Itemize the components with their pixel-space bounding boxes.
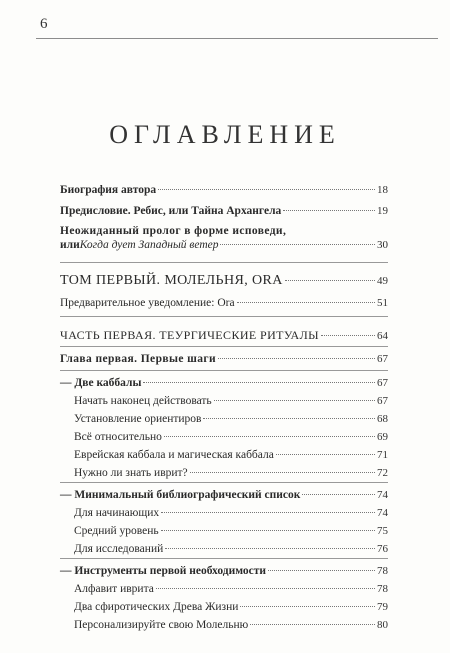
toc-entry-label: — Две каббалы [60,377,142,389]
toc-entry-label: Всё относительно [74,431,162,443]
toc-page-number: 80 [377,619,388,631]
leader-dots [190,472,375,473]
toc-page-number: 69 [377,431,388,443]
toc-entry-label: Средний уровень [74,525,159,537]
leader-dots [164,436,375,437]
section-divider [60,262,388,263]
toc-entry-beginners[interactable] [74,506,388,520]
page-title: ОГЛАВЛЕНИЕ [109,120,341,149]
toc-entry-label: Неожиданный пролог в форме исповеди, [60,225,287,237]
toc-page-number: 49 [377,275,388,287]
toc-entry-label: Еврейская каббала и магическая каббала [74,449,274,461]
toc-page-number: 78 [377,565,388,577]
leader-dots [237,302,375,303]
toc-entry-label: Предисловие. Ребис, или Тайна Архангела [60,205,282,217]
leader-dots [302,494,375,495]
toc-entry-label: — Инструменты первой необходимости [60,565,267,577]
toc-entry-intermediate[interactable] [74,524,388,538]
leader-dots [218,358,375,359]
toc-entry-label: Для исследований [74,543,164,555]
toc-page-number: 71 [377,449,388,461]
toc-entry-chapter-one[interactable] [60,352,388,366]
toc-entry-part-one[interactable] [60,328,388,343]
toc-page-number: 67 [377,395,388,407]
leader-dots [161,530,375,531]
toc-entry-label: Начать наконец действовать [74,395,212,407]
toc-entry-hebrew[interactable] [74,466,388,480]
leader-dots [165,548,375,549]
leader-dots [214,400,375,401]
leader-dots [220,244,375,245]
leader-dots [143,382,375,383]
toc-entry-bibliography[interactable] [60,488,388,502]
toc-entry-label: Предварительное уведомление: Ora [60,297,235,309]
section-divider [60,482,388,483]
toc-entry-biography[interactable] [60,183,388,197]
toc-entry-label-italic: Когда дует Западный ветер [79,239,219,251]
toc-entry-volume-one[interactable] [60,272,388,290]
header-rule [36,38,438,39]
toc-entry-label: Глава первая. Первые шаги [60,353,217,365]
toc-page-number: 79 [377,601,388,613]
toc-entry-two-kabbalahs[interactable] [60,376,388,390]
toc-entry-label: Нужно ли знать иврит? [74,467,188,479]
section-divider [60,316,388,317]
toc-entry-label-prefix: или [60,239,80,251]
leader-dots [283,210,375,211]
toc-page-number: 64 [377,330,388,342]
toc-page-number: 75 [377,525,388,537]
toc-entry-trees[interactable] [74,600,388,614]
toc-entry-label: ЧАСТЬ ПЕРВАЯ. ТЕУРГИЧЕСКИЕ РИТУАЛЫ [60,328,319,342]
toc-page-number: 74 [377,489,388,501]
leader-dots [268,570,375,571]
toc-page-number: 30 [377,239,388,251]
toc-entry-prologue[interactable] [60,224,388,252]
leader-dots [276,454,375,455]
leader-dots [240,606,375,607]
leader-dots [321,335,375,336]
leader-dots [285,280,375,281]
toc-entry-relative[interactable] [74,430,388,444]
toc-entry-label: Персонализируйте свою Молельню [74,619,249,631]
toc-page-number: 76 [377,543,388,555]
toc-page-number: 78 [377,583,388,595]
toc-entry-label: Два сфиротических Древа Жизни [74,601,239,613]
toc-entry-landmarks[interactable] [74,412,388,426]
toc-page-number: 51 [377,297,388,309]
leader-dots [161,512,375,513]
toc-entry-label: Биография автора [60,184,157,196]
section-divider [60,558,388,559]
page-number: 6 [40,16,48,32]
section-divider [60,346,388,347]
toc-entry-alphabet[interactable] [74,582,388,596]
toc-entry-research[interactable] [74,542,388,556]
toc-page-number: 18 [377,184,388,196]
toc-entry-tools[interactable] [60,564,388,578]
section-divider [60,370,388,371]
toc-page-number: 19 [377,205,388,217]
leader-dots [203,418,375,419]
toc-page-number: 67 [377,353,388,365]
toc-entry-start-acting[interactable] [74,394,388,408]
toc-page-number: 74 [377,507,388,519]
toc-page-number: 68 [377,413,388,425]
leader-dots [156,588,375,589]
toc-entry-label: Установление ориентиров [74,413,202,425]
toc-entry-label: Алфавит иврита [74,583,154,595]
toc-entry-preface[interactable] [60,204,388,218]
leader-dots [250,624,375,625]
toc-entry-personalize[interactable] [74,618,388,632]
toc-entry-label: Для начинающих [74,507,160,519]
toc-entry-preliminary-notice[interactable] [60,296,388,310]
toc-entry-label: ТОМ ПЕРВЫЙ. МОЛЕЛЬНЯ, ORA [60,273,283,288]
toc-page-number: 72 [377,467,388,479]
leader-dots [158,189,375,190]
toc-page-number: 67 [377,377,388,389]
toc-entry-jewish-magical[interactable] [74,448,388,462]
toc-entry-label: — Минимальный библиографический список [60,489,301,501]
